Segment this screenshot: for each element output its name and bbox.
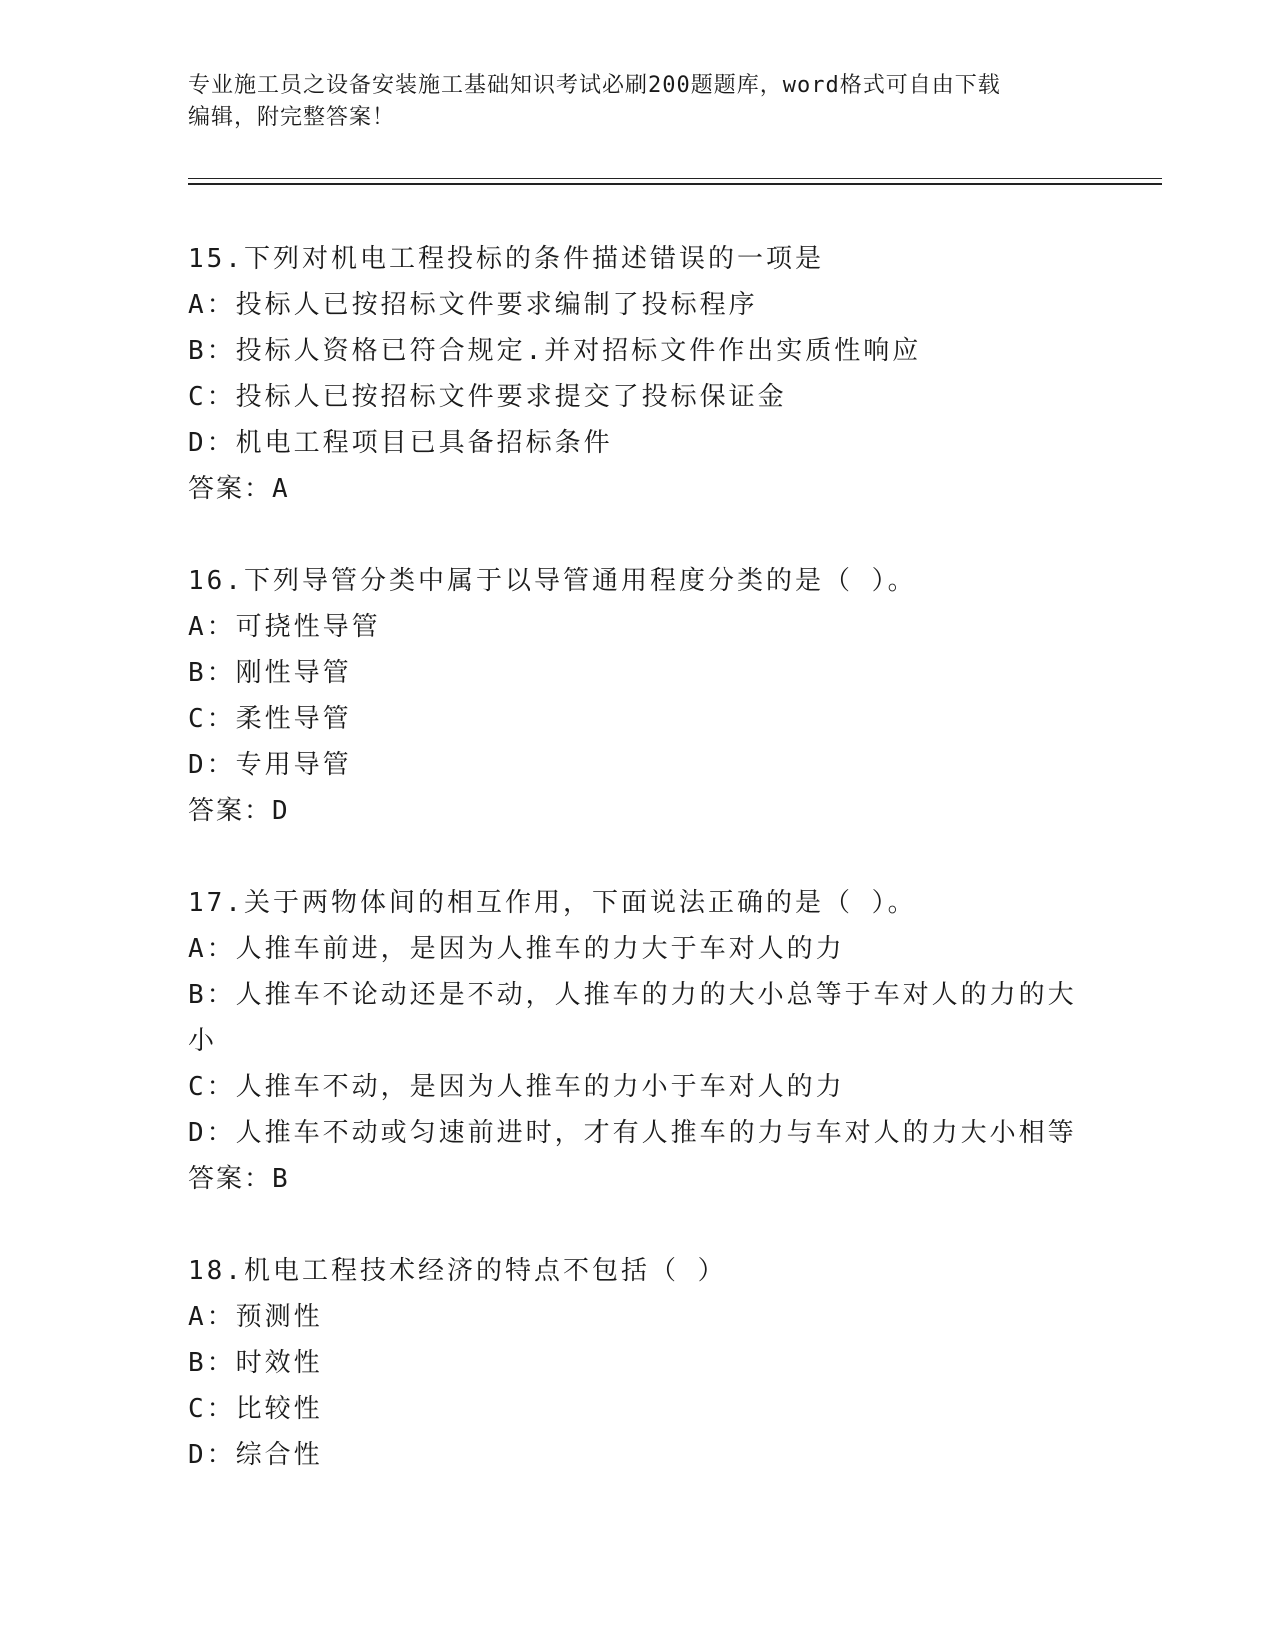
header-line-2: 编辑，附完整答案！ — [188, 105, 396, 130]
option-b: B：人推车不论动还是不动，人推车的力的大小总等于车对人的力的大小 — [188, 980, 1077, 1056]
document-header — [188, 70, 1088, 134]
option-b: B：时效性 — [188, 1348, 323, 1378]
question-stem: 16.下列导管分类中属于以导管通用程度分类的是（ ）。 — [188, 566, 917, 596]
header-divider-top — [188, 178, 1162, 179]
option-c: C：投标人已按招标文件要求提交了投标保证金 — [188, 382, 787, 412]
option-d: D：综合性 — [188, 1440, 323, 1470]
question-stem: 17.关于两物体间的相互作用，下面说法正确的是（ ）。 — [188, 888, 917, 918]
question-16 — [188, 558, 1088, 834]
option-c: C：柔性导管 — [188, 704, 352, 734]
answer-value: D — [272, 796, 290, 826]
option-c: C：比较性 — [188, 1394, 323, 1424]
question-list — [188, 236, 1088, 1524]
question-stem: 15.下列对机电工程投标的条件描述错误的一项是 — [188, 244, 824, 274]
question-18 — [188, 1248, 1088, 1478]
option-d: D：人推车不动或匀速前进时，才有人推车的力与车对人的力大小相等 — [188, 1118, 1077, 1148]
answer-label: 答案： — [188, 1164, 273, 1194]
question-15 — [188, 236, 1088, 512]
question-stem: 18.机电工程技术经济的特点不包括（ ） — [188, 1256, 727, 1286]
header-line-1: 专业施工员之设备安装施工基础知识考试必刷200题题库，word格式可自由下载 — [188, 73, 1001, 98]
option-b: B：投标人资格已符合规定.并对招标文件作出实质性响应 — [188, 336, 922, 366]
question-17 — [188, 880, 1088, 1202]
answer-line — [188, 788, 1088, 834]
answer-line — [188, 466, 1088, 512]
answer-line — [188, 1156, 1088, 1202]
answer-value: A — [272, 474, 290, 504]
option-c: C：人推车不动，是因为人推车的力小于车对人的力 — [188, 1072, 845, 1102]
option-b: B：刚性导管 — [188, 658, 352, 688]
header-divider-bottom — [188, 183, 1162, 185]
option-a: A：人推车前进，是因为人推车的力大于车对人的力 — [188, 934, 845, 964]
option-d: D：专用导管 — [188, 750, 352, 780]
option-a: A：投标人已按招标文件要求编制了投标程序 — [188, 290, 758, 320]
answer-value: B — [272, 1164, 290, 1194]
option-a: A：预测性 — [188, 1302, 323, 1332]
answer-label: 答案： — [188, 474, 273, 504]
answer-label: 答案： — [188, 796, 273, 826]
option-d: D：机电工程项目已具备招标条件 — [188, 428, 613, 458]
option-a: A：可挠性导管 — [188, 612, 381, 642]
